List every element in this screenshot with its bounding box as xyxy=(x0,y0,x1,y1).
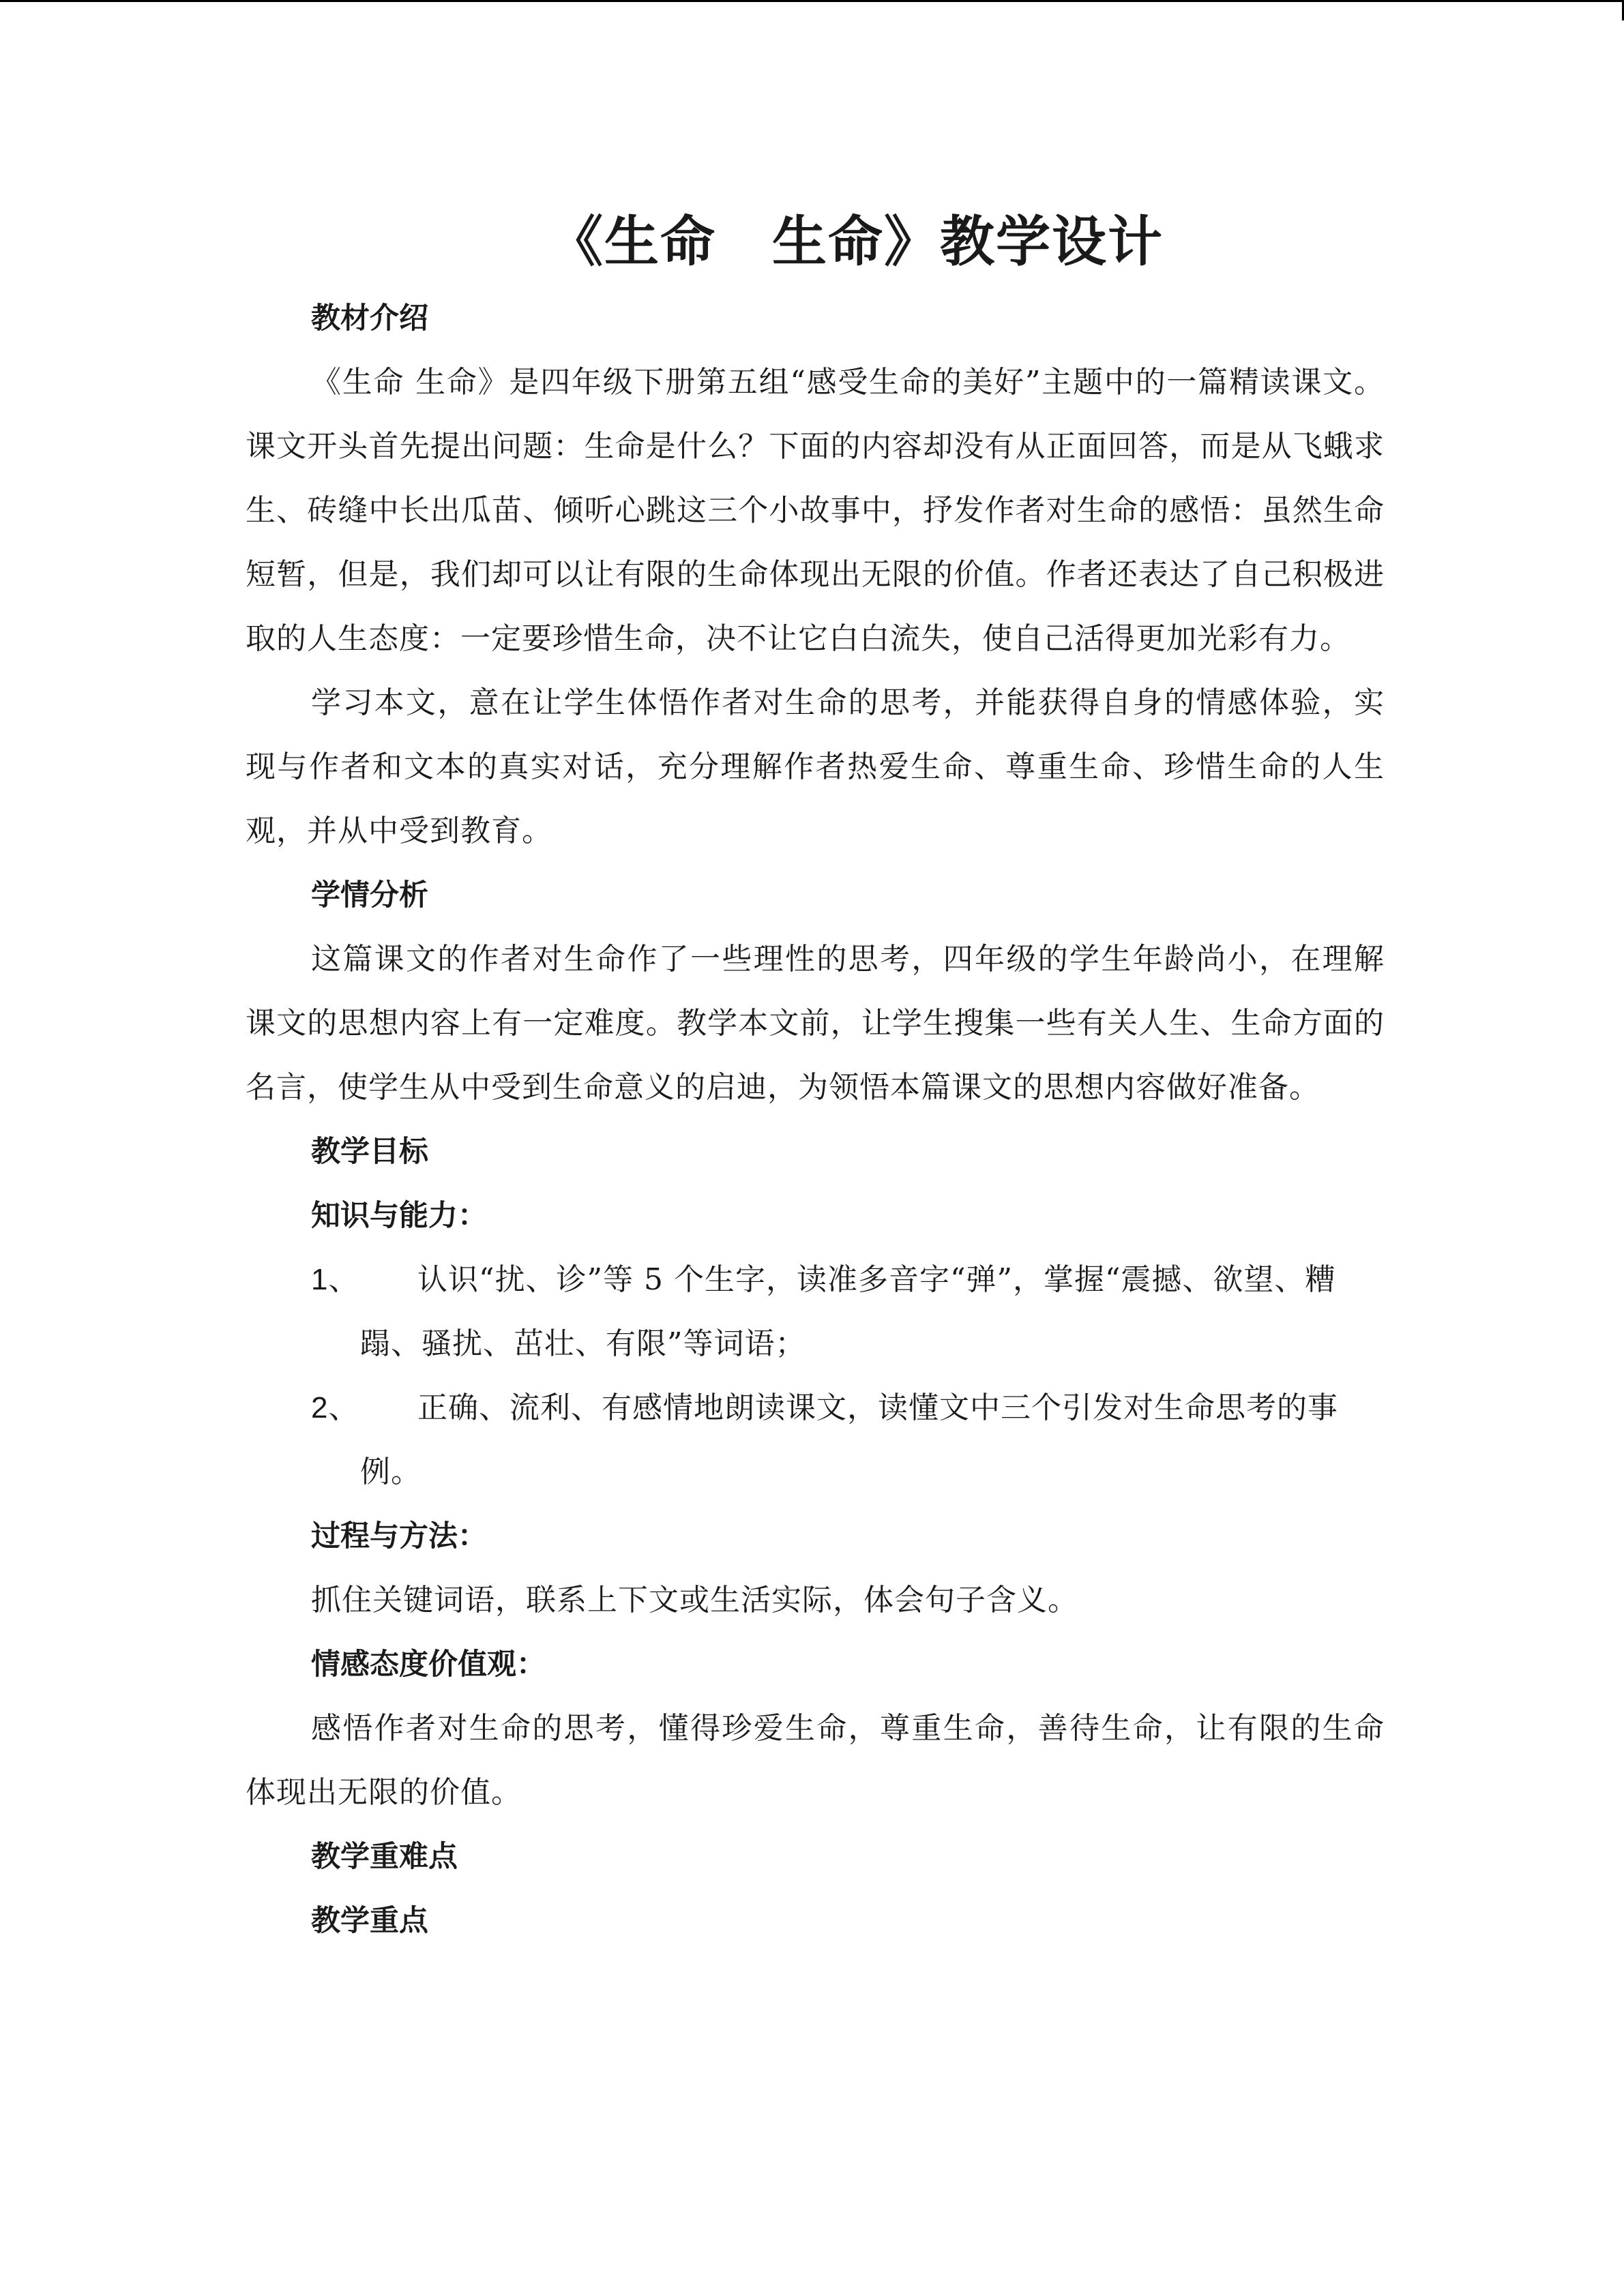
heading-knowledge: 知识与能力： xyxy=(311,1199,487,1233)
knowledge-list xyxy=(246,1248,1385,1504)
paragraph-material-2: 学习本文，意在让学生体悟作者对生命的思考，并能获得自身的情感体验，实现与作者和文本的真实对话，充分理解作者热爱生命、尊重生命、珍惜生命的人生观，并从中受到教育。 xyxy=(246,685,1385,848)
heading-key-difficult: 教学重难点 xyxy=(311,1840,458,1874)
heading-process: 过程与方法： xyxy=(311,1519,487,1553)
list-item-number: 1、 xyxy=(311,1263,359,1296)
page-top-border xyxy=(0,0,1624,2)
heading-goals: 教学目标 xyxy=(311,1135,428,1169)
heading-analysis: 学情分析 xyxy=(311,878,428,912)
list-item xyxy=(246,1248,1385,1376)
document-page xyxy=(246,205,1385,1953)
document-title: 《生命 生命》教学设计 xyxy=(548,210,1164,273)
heading-emotion: 情感态度价值观： xyxy=(311,1648,546,1682)
paragraph-analysis: 这篇课文的作者对生命作了一些理性的思考，四年级的学生年龄尚小，在理解课文的思想内容上有一定难度。教学本文前，让学生搜集一些有关人生、生命方面的名言，使学生从中受到生命意义的启迪，为领悟本篇课文的思想内容做好准备。 xyxy=(246,942,1385,1105)
list-item xyxy=(246,1376,1385,1504)
list-item-text: 认识“扰、诊”等 5 个生字，读准多音字“弹”，掌握“震撼、欲望、糟蹋、骚扰、茁壮、有限”等词语； xyxy=(360,1262,1336,1361)
list-item-number: 2、 xyxy=(311,1391,359,1425)
paragraph-process: 抓住关键词语，联系上下文或生活实际，体会句子含义。 xyxy=(311,1583,1078,1617)
paragraph-emotion: 感悟作者对生命的思考，懂得珍爱生命，尊重生命，善待生命，让有限的生命体现出无限的价值。 xyxy=(246,1711,1385,1810)
list-item-text: 正确、流利、有感情地朗读课文，读懂文中三个引发对生命思考的事例。 xyxy=(360,1390,1338,1489)
heading-material: 教材介绍 xyxy=(311,301,428,336)
heading-key: 教学重点 xyxy=(311,1904,428,1938)
paragraph-material-1: 《生命 生命》是四年级下册第五组“感受生命的美好”主题中的一篇精读课文。课文开头首先提出问题：生命是什么？下面的内容却没有从正面回答，而是从飞蛾求生、砖缝中长出瓜苗、倾听心跳这三个小故事中，抒发作者对生命的感悟：虽然生命短暂，但是，我们却可以让有限的生命体现出无限的价值。作者还表达了自己积极进取的人生态度：一定要珍惜生命，决不让它白白流失，使自己活得更加光彩有力。 xyxy=(246,365,1385,656)
